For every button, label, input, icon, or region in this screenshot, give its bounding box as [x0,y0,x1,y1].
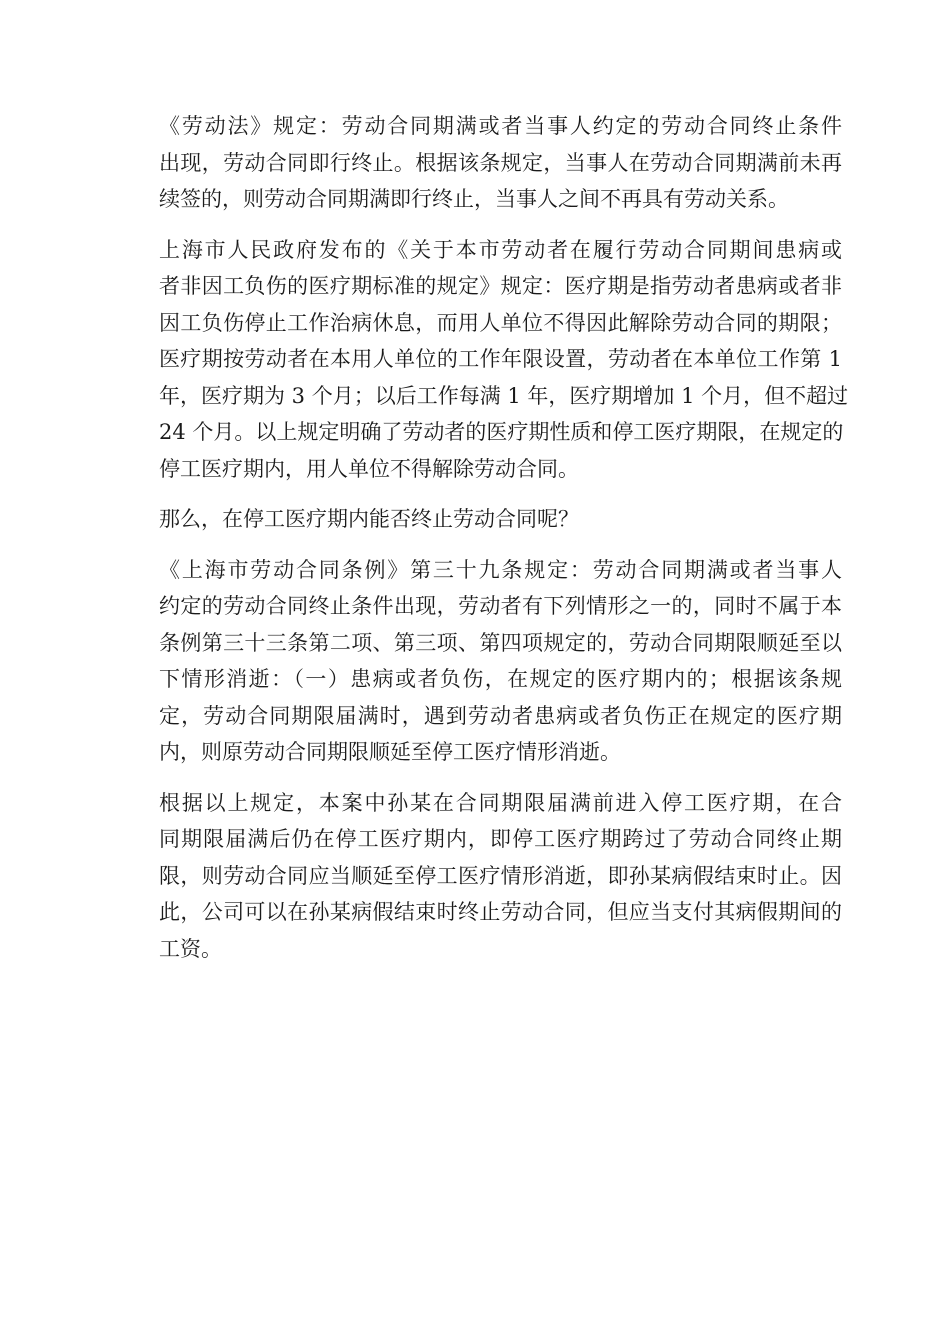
text-line: 定，劳动合同期限届满时，遇到劳动者患病或者负伤正在规定的医疗期 [159,703,842,728]
paragraph-contract-ordinance [117,552,842,771]
paragraph-conclusion [117,785,842,968]
text-line: 那么，在停工医疗期内能否终止劳动合同呢？ [159,507,579,531]
text-line: 内，则原劳动合同期限顺延至停工医疗情形消逝。 [159,740,621,764]
text-line: 出现，劳动合同即行终止。根据该条规定，当事人在劳动合同期满前未再 [159,150,842,175]
text-line: 停工医疗期内，用人单位不得解除劳动合同。 [159,456,579,481]
text-line: 工资。 [159,936,222,961]
text-line: 者非因工负伤的医疗期标准的规定》规定：医疗期是指劳动者患病或者非 [159,274,842,298]
text-line: 年，医疗期为 3 个月；以后工作每满 1 年，医疗期增加 1 个月，但不超过 [159,383,849,408]
text-line: 约定的劳动合同终止条件出现，劳动者有下列情形之一的，同时不属于本 [159,594,842,618]
text-line: 同期限届满后仍在停工医疗期内，即停工医疗期跨过了劳动合同终止期 [159,827,842,851]
text-line: 因工负伤停止工作治病休息，而用人单位不得因此解除劳动合同的期限； [159,310,842,335]
text-line: 此，公司可以在孙某病假结束时终止劳动合同，但应当支付其病假期间的 [159,900,842,924]
text-line: 条例第三十三条第二项、第三项、第四项规定的，劳动合同期限顺延至以 [159,630,842,655]
text-line: 根据以上规定，本案中孙某在合同期限届满前进入停工医疗期，在合 [159,790,842,815]
paragraph-question [117,501,842,538]
text-line: 上海市人民政府发布的《关于本市劳动者在履行劳动合同期间患病或 [159,237,842,262]
text-line: 《上海市劳动合同条例》第三十九条规定：劳动合同期满或者当事人 [159,557,842,582]
text-line: 限，则劳动合同应当顺延至停工医疗情形消逝，即孙某病假结束时止。因 [159,863,842,888]
paragraph-labor-law [117,108,842,218]
document-body [117,108,849,967]
text-line: 医疗期按劳动者在本用人单位的工作年限设置，劳动者在本单位工作第 1 [159,347,842,371]
paragraph-shanghai-regulation [117,232,849,488]
text-line: 24 个月。以上规定明确了劳动者的医疗期性质和停工医疗期限，在规定的 [159,420,844,444]
text-line: 续签的，则劳动合同期满即行终止，当事人之间不再具有劳动关系。 [159,187,789,211]
text-line: 下情形消逝：（一）患病或者负伤，在规定的医疗期内的；根据该条规 [159,667,842,691]
text-line: 《劳动法》规定：劳动合同期满或者当事人约定的劳动合同终止条件 [159,114,842,138]
